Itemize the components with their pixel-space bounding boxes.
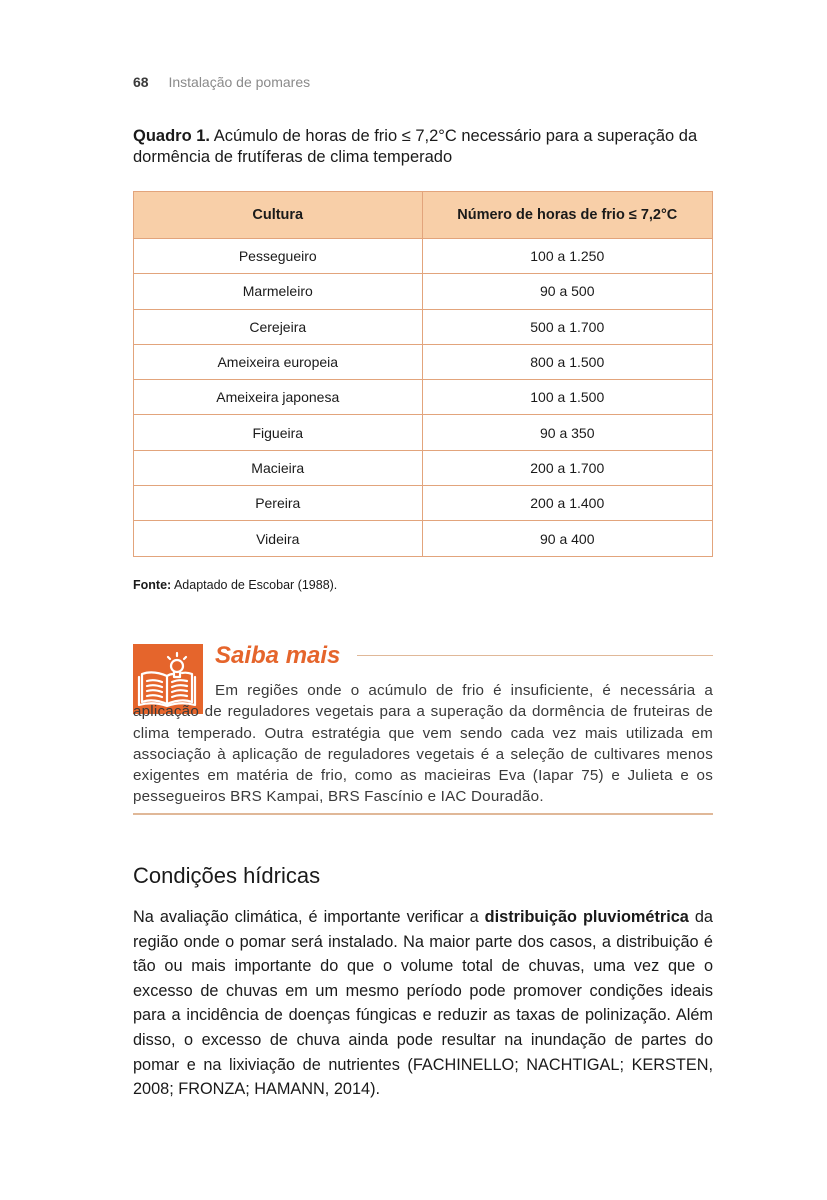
table-row bbox=[134, 415, 713, 450]
table-row bbox=[134, 239, 713, 274]
body-text-start: Na avaliação climática, é importante verificar a bbox=[133, 908, 485, 926]
table-source bbox=[133, 578, 337, 592]
cell-crop: Ameixeira europeia bbox=[134, 344, 423, 379]
cell-crop: Cerejeira bbox=[134, 309, 423, 344]
table-row bbox=[134, 344, 713, 379]
table-row bbox=[134, 450, 713, 485]
table-row bbox=[134, 309, 713, 344]
cell-hours: 90 a 350 bbox=[422, 415, 712, 450]
cell-crop: Pessegueiro bbox=[134, 239, 423, 274]
cell-hours: 500 a 1.700 bbox=[422, 309, 712, 344]
cell-hours: 90 a 500 bbox=[422, 274, 712, 309]
section-heading: Condições hídricas bbox=[133, 863, 321, 888]
cell-crop: Videira bbox=[134, 521, 423, 556]
body-text-emphasis: distribuição pluviométrica bbox=[484, 908, 689, 926]
cell-hours: 100 a 1.500 bbox=[422, 380, 712, 415]
cell-crop: Marmeleiro bbox=[134, 274, 423, 309]
section-body-text bbox=[133, 905, 713, 1102]
cell-hours: 200 a 1.700 bbox=[422, 450, 712, 485]
cell-hours: 800 a 1.500 bbox=[422, 344, 712, 379]
saiba-mais-top-rule bbox=[357, 655, 713, 656]
cell-crop: Ameixeira japonesa bbox=[134, 380, 423, 415]
source-label: Fonte: bbox=[133, 578, 172, 592]
table-row bbox=[134, 521, 713, 556]
cell-crop: Pereira bbox=[134, 486, 423, 521]
page-number: 68 bbox=[133, 74, 149, 90]
table-caption-text: Acúmulo de horas de frio ≤ 7,2°C necessário para a superação da dormência de frutíferas de clima temperado bbox=[133, 127, 698, 166]
table-caption-label: Quadro 1. bbox=[133, 127, 211, 145]
chapter-title: Instalação de pomares bbox=[168, 74, 311, 90]
table-row bbox=[134, 486, 713, 521]
saiba-mais-body: Em regiões onde o acúmulo de frio é insuficiente, é necessária a aplicação de reguladores vegetais para a superação da dormência de fruteiras de clima temperado. Outra estratégia que vem sendo cada vez mais utilizada em associação à aplicação de reguladores vegetais é a seleção de cultivares menos exigentes em matéria de frio, como as macieiras Eva (Iapar 75) e Julieta e os pessegueiros BRS Kampai, BRS Fascínio e IAC Douradão. bbox=[133, 682, 713, 806]
saiba-mais-bottom-rule bbox=[133, 813, 713, 815]
chill-hours-table bbox=[133, 191, 713, 557]
running-head bbox=[133, 73, 310, 91]
saiba-mais-text bbox=[133, 680, 713, 808]
column-header-cultura: Cultura bbox=[134, 192, 423, 239]
saiba-mais-title: Saiba mais bbox=[215, 642, 341, 669]
table-row bbox=[134, 274, 713, 309]
table-row bbox=[134, 380, 713, 415]
body-text-end: da região onde o pomar será instalado. Na maior parte dos casos, a distribuição é tão ou mais importante do que o volume total de chuvas, uma vez que o excesso de chuvas em um mesmo período pode promover condições ideais para a incidência de doenças fúngicas e reduzir as taxas de polinização. Além disso, o excesso de chuva ainda pode resultar na inundação de partes do pomar e na lixiviação de nutrientes (FACHINELLO; NACHTIGAL; KERSTEN, 2008; FRONZA; HAMANN, 2014). bbox=[133, 908, 713, 1099]
table-header-row bbox=[134, 192, 713, 239]
cell-crop: Figueira bbox=[134, 415, 423, 450]
cell-hours: 90 a 400 bbox=[422, 521, 712, 556]
cell-crop: Macieira bbox=[134, 450, 423, 485]
table-caption bbox=[133, 126, 723, 168]
source-text: Adaptado de Escobar (1988). bbox=[171, 578, 338, 592]
cell-hours: 200 a 1.400 bbox=[422, 486, 712, 521]
cell-hours: 100 a 1.250 bbox=[422, 239, 712, 274]
column-header-horas: Número de horas de frio ≤ 7,2°C bbox=[422, 192, 712, 239]
